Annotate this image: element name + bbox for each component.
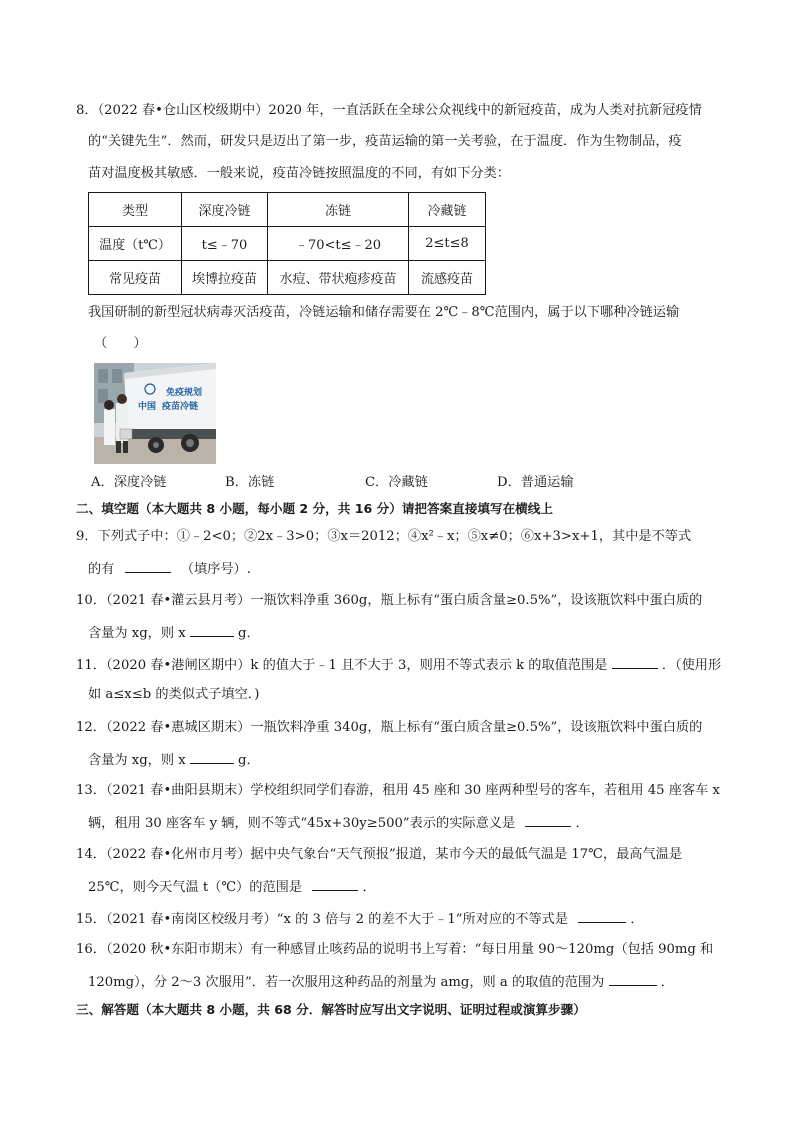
table-cell: t≤﹣70	[182, 227, 268, 261]
q16-text: ．	[660, 975, 674, 990]
vaccine-truck-photo	[94, 363, 216, 464]
table-cell: 冻链	[268, 193, 409, 227]
q9-line-2	[88, 558, 251, 580]
q16-line-1: 16．（2020 秋•东阳市期末）有一种感冒止咳药品的说明书上写着：“每日用量 90～120mg（包括 90mg 和	[76, 942, 714, 957]
photo-text: 中国	[138, 402, 157, 412]
photo-text: 免疫规划	[166, 388, 203, 398]
q14-line-2	[88, 876, 376, 898]
answer-blank[interactable]	[125, 558, 171, 573]
q9-text: （填序号）.	[180, 562, 251, 577]
answer-blank[interactable]	[612, 654, 658, 669]
answer-blank[interactable]	[525, 812, 571, 827]
q12-text: 含量为 xg，则 x	[88, 753, 186, 768]
table-cell: 埃博拉疫苗	[182, 261, 268, 295]
q8-answer-paren: （ ）	[94, 336, 147, 351]
table-cell: 类型	[89, 193, 182, 227]
answer-blank[interactable]	[312, 876, 358, 891]
q16-text: 120mg），分 2～3 次服用”．若一次服用这种药品的剂量为 amg，则 a 的取值的范围为	[88, 975, 605, 990]
q8-line-1: 8．（2022 春•仓山区校级期中）2020 年，一直活跃在全球公众视线中的新冠疫苗，成为人类对抗新冠疫情	[76, 103, 702, 118]
q8-line-4: 我国研制的新型冠状病毒灭活疫苗，冷链运输和储存需要在 2℃﹣8℃范围内，属于以下哪种冷链运输	[88, 305, 680, 320]
q12-line-1: 12．（2022 春•惠城区期末）一瓶饮料净重 340g，瓶上标有“蛋白质含量≥0.5%”，设该瓶饮料中蛋白质的	[76, 720, 703, 735]
q15-text: ．	[630, 912, 644, 927]
q9-text: 的有	[88, 562, 115, 577]
answer-blank[interactable]	[190, 622, 234, 637]
q13-text: 辆，租用 30 座客车 y 辆，则不等式“45x+30y≥500”表示的实际意义是	[88, 816, 516, 831]
q11-text: ．（使用形	[661, 658, 722, 673]
q12-text: g．	[238, 753, 260, 768]
q11-text: 11．（2020 春•港闸区期中）k 的值大于﹣1 且不大于 3，则用不等式表示 k 的取值范围是	[76, 658, 608, 673]
q15-line-1	[76, 908, 644, 930]
q10-line-2	[88, 622, 260, 644]
table-row	[89, 227, 486, 261]
q11-line-2: 如 a≤x≤b 的类似式子填空．)	[88, 687, 260, 702]
q8-line-2: 的“关键先生”．然而，研发只是迈出了第一步，疫苗运输的第一关考验，在于温度．作为生物制品，疫	[88, 134, 682, 149]
q8-line-3: 苗对温度极其敏感．一般来说，疫苗冷链按照温度的不同，有如下分类：	[88, 166, 510, 181]
table-row	[89, 193, 486, 227]
q13-text: ．	[575, 816, 589, 831]
table-cell: 深度冷链	[182, 193, 268, 227]
section-3-heading: 三、解答题（本大题共 8 小题，共 68 分．解答时应写出文字说明、证明过程或演算步骤）	[76, 1002, 586, 1017]
table-cell: 温度（t℃）	[89, 227, 182, 261]
q14-line-1: 14．（2022 春•化州市月考）据中央气象台“天气预报”报道，某市今天的最低气温是 17℃，最高气温是	[76, 847, 683, 862]
section-2-heading: 二、填空题（本大题共 8 小题，每小题 2 分，共 16 分）请把答案直接填写在横线上	[76, 501, 553, 516]
table-cell: 水痘、带状疱疹疫苗	[268, 261, 409, 295]
table-cell: ﹣70<t≤﹣20	[268, 227, 409, 261]
q14-text: ．	[362, 880, 376, 895]
q13-line-2	[88, 812, 589, 834]
q12-line-2	[88, 749, 260, 771]
q11-line-1	[76, 654, 721, 676]
q13-line-1: 13．（2021 春•曲阳县期末）学校组织同学们春游，租用 45 座和 30 座两种型号的客车，若租用 45 座客车 x	[76, 783, 720, 798]
table-cell: 流感疫苗	[409, 261, 486, 295]
q16-line-2	[88, 971, 674, 993]
q10-text: 含量为 xg，则 x	[88, 626, 186, 641]
q15-text: 15．（2021 春•南岗区校级月考）“x 的 3 倍与 2 的差不大于﹣1”所对应的不等式是	[76, 912, 569, 927]
table-row	[89, 261, 486, 295]
photo-text: 疫苗冷链	[162, 402, 199, 412]
answer-blank[interactable]	[609, 971, 657, 986]
q10-text: g．	[238, 626, 260, 641]
option-a: A．深度冷链	[91, 475, 167, 490]
option-c: C．冷藏链	[365, 475, 428, 490]
option-d: D．普通运输	[497, 475, 574, 490]
q9-line-1: 9．下列式子中：①﹣2<0；②2x﹣3>0；③x＝2012；④x²﹣x；⑤x≠0；⑥x+3>x+1，其中是不等式	[76, 529, 692, 544]
cold-chain-table	[88, 192, 486, 295]
q10-line-1: 10．（2021 春•灌云县月考）一瓶饮料净重 360g，瓶上标有“蛋白质含量≥0.5%”，设该瓶饮料中蛋白质的	[76, 593, 703, 608]
answer-blank[interactable]	[578, 908, 626, 923]
q14-text: 25℃，则今天气温 t（℃）的范围是	[88, 880, 303, 895]
table-cell: 常见疫苗	[89, 261, 182, 295]
table-cell: 冷藏链	[409, 193, 486, 227]
answer-blank[interactable]	[190, 749, 234, 764]
table-cell: 2≤t≤8	[409, 227, 486, 261]
option-b: B．冻链	[225, 475, 275, 490]
